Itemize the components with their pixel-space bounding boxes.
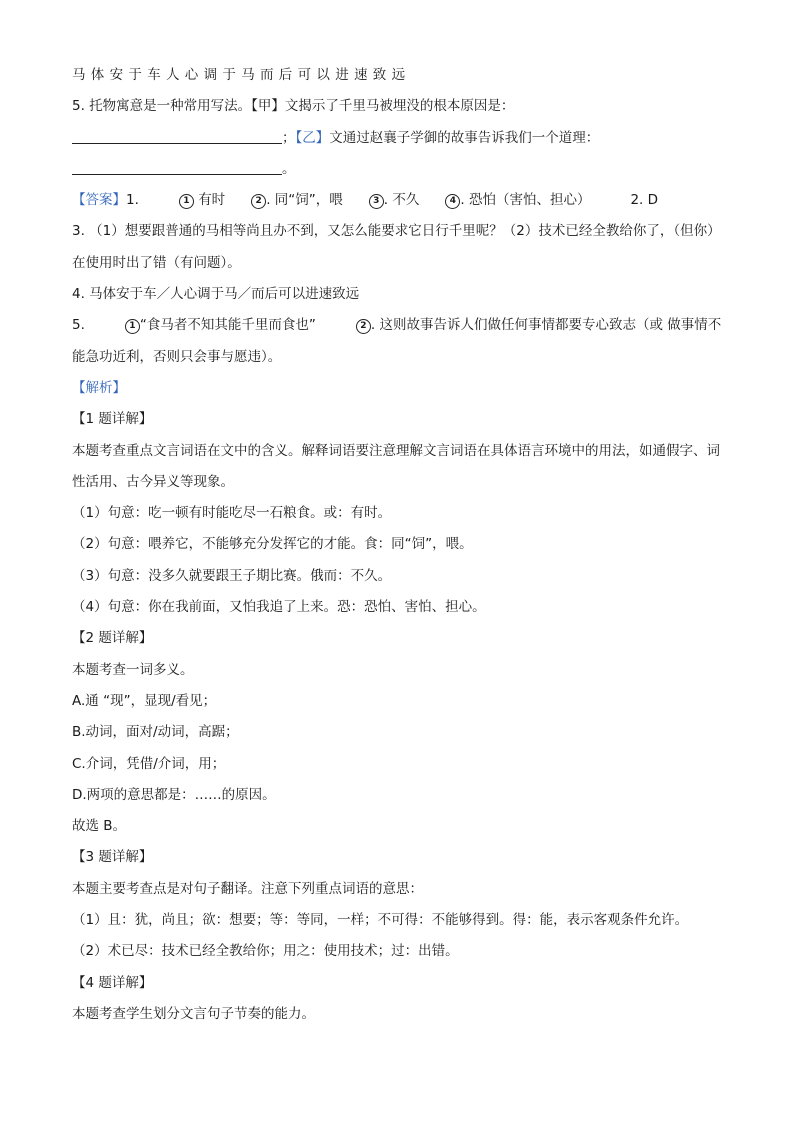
document-page	[72, 60, 732, 1030]
detail-2-option-b: B.动词，面对/动词，高踞；	[72, 724, 239, 741]
answer-q5	[72, 310, 732, 373]
circled-number: 3	[369, 194, 384, 209]
detail-2-intro: 本题考查一词多义。	[72, 661, 194, 678]
detail-heading-2: 【2 题详解】	[72, 630, 153, 647]
detail-2-option-d: D.两项的意思都是：……的原因。	[72, 786, 276, 803]
text-line-1: 马体安于车人心调于马而后可以进速致远	[72, 67, 411, 83]
answer-q1-number: 1.	[126, 192, 139, 209]
detail-1-item-3: （3）句意：没多久就要跟王子期比赛。俄而：不久。	[72, 567, 392, 584]
answer-item: . 恐怕（害怕、担心）	[460, 192, 591, 209]
question-5-blank-line-2	[72, 154, 732, 185]
answer-label: 【答案】	[72, 192, 126, 209]
answer-q5-item-1: “食马者不知其能千里而食也”	[139, 317, 316, 334]
circled-number: 2	[356, 319, 371, 334]
answer-q3: 3. （1）想要跟普通的马相等尚且办不到，又怎么能要求它日行千里呢？（2）技术已经全教给你了，（但你）在使用时出了错（有问题）。	[72, 223, 721, 271]
answer-item: . 同“饲”，喂	[266, 192, 343, 209]
answer-q5-item-2: . 这则故事告诉人们做任何事情都要专心致志（或 做事情不能急功近利，否则只会事与愿违）。	[72, 317, 722, 365]
question-5-part-2: 文通过赵襄子学御的故事告诉我们一个道理：	[329, 129, 600, 146]
detail-heading-4: 【4 题详解】	[72, 974, 153, 991]
period: 。	[282, 160, 296, 177]
answer-q4: 4. 马体安于车／人心调于马／而后可以进速致远	[72, 286, 360, 303]
answer-item: 有时	[198, 192, 226, 209]
separator: ；	[282, 129, 296, 146]
answer-q2: 2. D	[630, 192, 659, 209]
answer-blank[interactable]	[72, 129, 282, 144]
section-tag-yi: 【乙】	[295, 129, 330, 146]
detail-1-item-4: （4）句意：你在我前面，又怕我追了上来。恐：恐怕、害怕、担心。	[72, 599, 486, 616]
detail-4-intro: 本题考查学生划分文言句子节奏的能力。	[72, 1005, 315, 1022]
circled-number: 4	[445, 194, 460, 209]
circled-number: 1	[125, 319, 140, 334]
detail-3-intro: 本题主要考查点是对句子翻译。注意下列重点词语的意思：	[72, 880, 423, 897]
question-5-blank-line-1	[72, 123, 732, 154]
detail-1-item-1: （1）句意：吃一顿有时能吃尽一石粮食。或：有时。	[72, 505, 392, 522]
detail-1-item-2: （2）句意：喂养它，不能够充分发挥它的才能。食：同“饲”，喂。	[72, 536, 473, 553]
detail-heading-1: 【1 题详解】	[72, 411, 153, 428]
detail-2-option-c: C.介词，凭借/介词，用；	[72, 755, 226, 772]
answer-item: . 不久	[383, 192, 420, 209]
detail-heading-3: 【3 题详解】	[72, 849, 153, 866]
detail-3-item-2: （2）术已尽：技术已经全教给你；用之：使用技术；过：出错。	[72, 943, 459, 960]
detail-3-item-1: （1）且：犹，尚且；欲：想要；等：等同，一样；不可得：不能够得到。得：能，表示客观条件允许。	[72, 912, 689, 929]
answer-q5-number: 5.	[72, 317, 85, 334]
question-5-prompt: 5. 托物寓意是一种常用写法。【甲】文揭示了千里马被埋没的根本原因是：	[72, 98, 515, 115]
detail-2-option-a: A.通 “现”，显现/看见；	[72, 692, 217, 709]
detail-2-conclusion: 故选 B。	[72, 818, 127, 835]
detail-1-intro: 本题考查重点文言词语在文中的含义。解释词语要注意理解文言词语在具体语言环境中的用法，如通假字、词性活用、古今异义等现象。	[72, 442, 720, 490]
circled-number: 2	[251, 194, 266, 209]
circled-number: 1	[179, 194, 194, 209]
answer-blank[interactable]	[72, 160, 282, 175]
analysis-label: 【解析】	[72, 379, 126, 396]
answer-line	[72, 185, 732, 216]
